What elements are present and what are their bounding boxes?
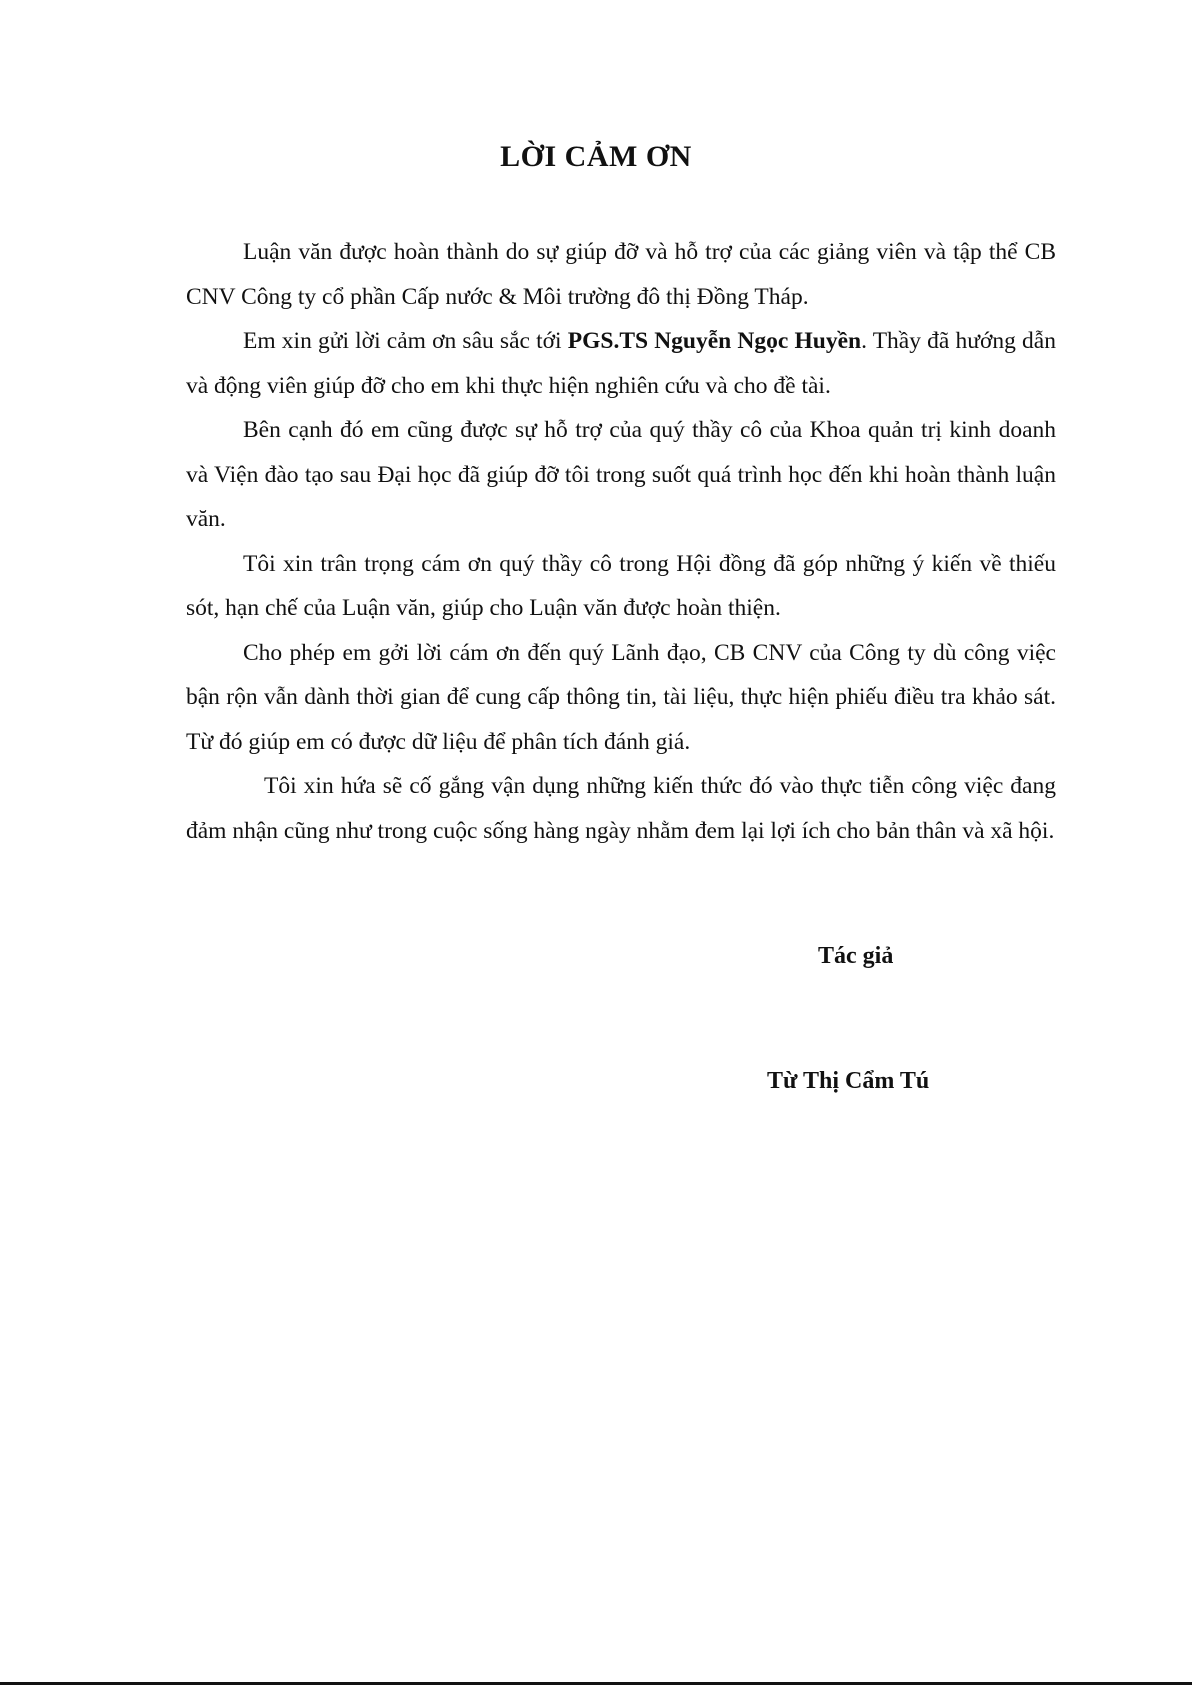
paragraph-5: Cho phép em gởi lời cám ơn đến quý Lãnh đạo, CB CNV của Công ty dù công việc bận rộn vẫn dành thời gian để cung cấp thông tin, tài liệu, thực hiện phiếu điều tra khảo sát. Từ đó giúp em có được dữ liệu để phân tích đánh giá. [186,639,1056,755]
paragraph-6: Tôi xin hứa sẽ cố gắng vận dụng những kiến thức đó vào thực tiễn công việc đang đảm nhận cũng như trong cuộc sống hàng ngày nhằm đem lại lợi ích cho bản thân và xã hội. [186,773,1056,844]
paragraph-3: Bên cạnh đó em cũng được sự hỗ trợ của quý thầy cô của Khoa quản trị kinh doanh và Viện đào tạo sau Đại học đã giúp đỡ tôi trong suốt quá trình học đến khi hoàn thành luận văn. [186,417,1056,532]
page-title: LỜI CẢM ƠN [500,140,692,173]
paragraph-2-lead: Em xin gửi lời cảm ơn sâu sắc tới [243,328,568,354]
acknowledgement-body [186,230,1056,853]
author-label: Tác giả [818,943,894,969]
advisor-name: PGS.TS Nguyễn Ngọc Huyền [567,328,862,354]
paragraph-2-rest: . Thầy đã hướng dẫn và động viên giúp đỡ cho em khi thực hiện nghiên cứu và cho đề tài. [186,328,1056,399]
paragraph-4: Tôi xin trân trọng cám ơn quý thầy cô trong Hội đồng đã góp những ý kiến về thiếu sót, hạn chế của Luận văn, giúp cho Luận văn được hoàn thiện. [186,550,1056,621]
paragraph-2 [186,319,1056,408]
author-name: Từ Thị Cẩm Tú [767,1068,930,1094]
paragraph-1: Luận văn được hoàn thành do sự giúp đỡ và hỗ trợ của các giảng viên và tập thể CB CNV Công ty cổ phần Cấp nước & Môi trường đô thị Đồng Tháp. [186,239,1056,310]
